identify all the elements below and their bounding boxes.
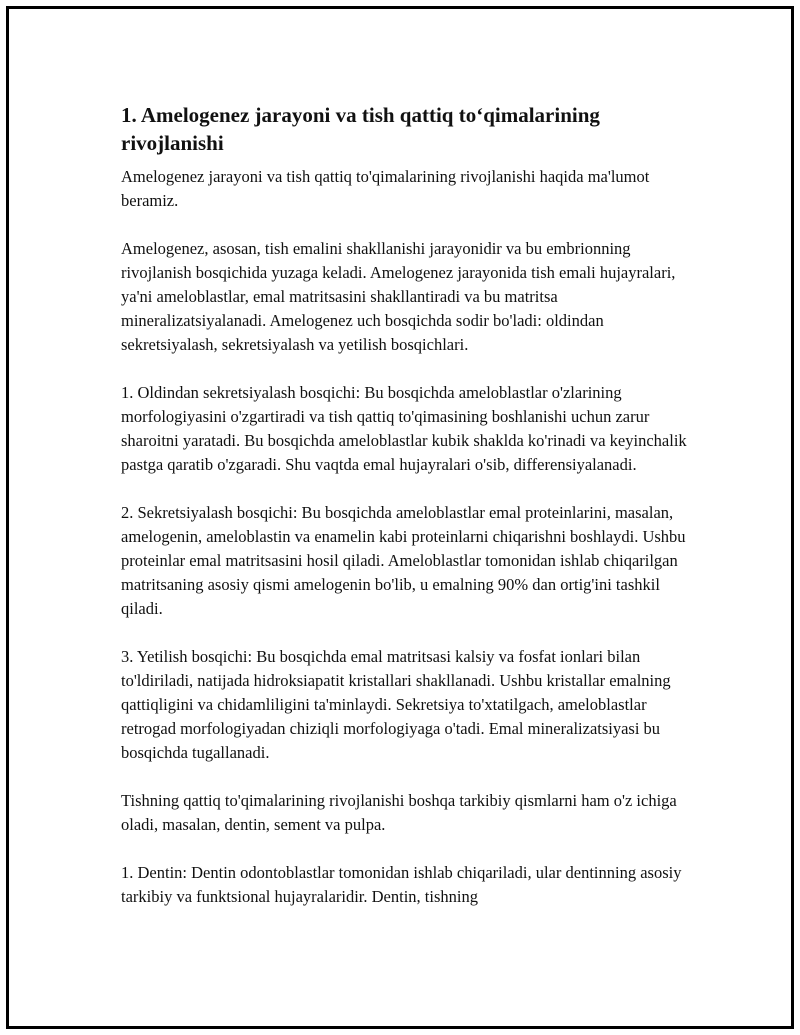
- document-body: [121, 101, 701, 933]
- paragraph-dentin: 1. Dentin: Dentin odontoblastlar tomonidan ishlab chiqariladi, ular dentinning asosiy tarkibiy va funktsional hujayralaridir. Dentin, tishning: [121, 863, 682, 906]
- paragraph-maturation-stage: 3. Yetilish bosqichi: Bu bosqichda emal matritsasi kalsiy va fosfat ionlari bilan to'ldiriladi, natijada hidroksiapatit kristallari shakllanadi. Ushbu kristallar emalning qattiqligini va chidamliligini ta'minlaydi. Sekretsiya to'xtatilgach, ameloblastlar retrogad morfologiyadan chiziqli morfologiyaga o'tadi. Emal mineralizatsiyasi bu bosqichda tugallanadi.: [121, 647, 671, 762]
- paragraph-presecretory-stage: 1. Oldindan sekretsiyalash bosqichi: Bu bosqichda ameloblastlar o'zlarining morfologiyasini o'zgartiradi va tish qattiq to'qimasining boshlanishi uchun zarur sharoitni yaratadi. Bu bosqichda ameloblastlar kubik shaklda ko'rinadi va keyinchalik pastga qaratib o'zgaradi. Shu vaqtda emal hujayralari o'sib, differensiyalanadi.: [121, 383, 687, 474]
- page-frame: [6, 6, 794, 1029]
- paragraph-hard-tissues: Tishning qattiq to'qimalarining rivojlanishi boshqa tarkibiy qismlarni ham o'z ichiga oladi, masalan, dentin, sement va pulpa.: [121, 791, 677, 834]
- paragraph-amelogenesis-overview: Amelogenez, asosan, tish emalini shakllanishi jarayonidir va bu embrionning rivojlanish bosqichida yuzaga keladi. Amelogenez jarayonida tish emali hujayralari, ya'ni ameloblastlar, emal matritsasini shakllantiradi va bu matritsa mineralizatsiyalanadi. Amelogenez uch bosqichda sodir bo'ladi: oldindan sekretsiyalash, sekretsiyalash va yetilish bosqichlari.: [121, 239, 676, 354]
- document-title: 1. Amelogenez jarayoni va tish qattiq to‘qimalarining rivojlanishi: [121, 103, 600, 155]
- paragraph-intro: Amelogenez jarayoni va tish qattiq to'qimalarining rivojlanishi haqida ma'lumot beramiz.: [121, 167, 650, 210]
- paragraph-secretory-stage: 2. Sekretsiyalash bosqichi: Bu bosqichda ameloblastlar emal proteinlarini, masalan, amelogenin, ameloblastin va enamelin kabi proteinlarni chiqarishni boshlaydi. Ushbu proteinlar emal matritsasini hosil qiladi. Ameloblastlar tomonidan ishlab chiqarilgan matritsaning asosiy qismi amelogenin bo'lib, u emalning 90% dan ortig'ini tashkil qiladi.: [121, 503, 686, 618]
